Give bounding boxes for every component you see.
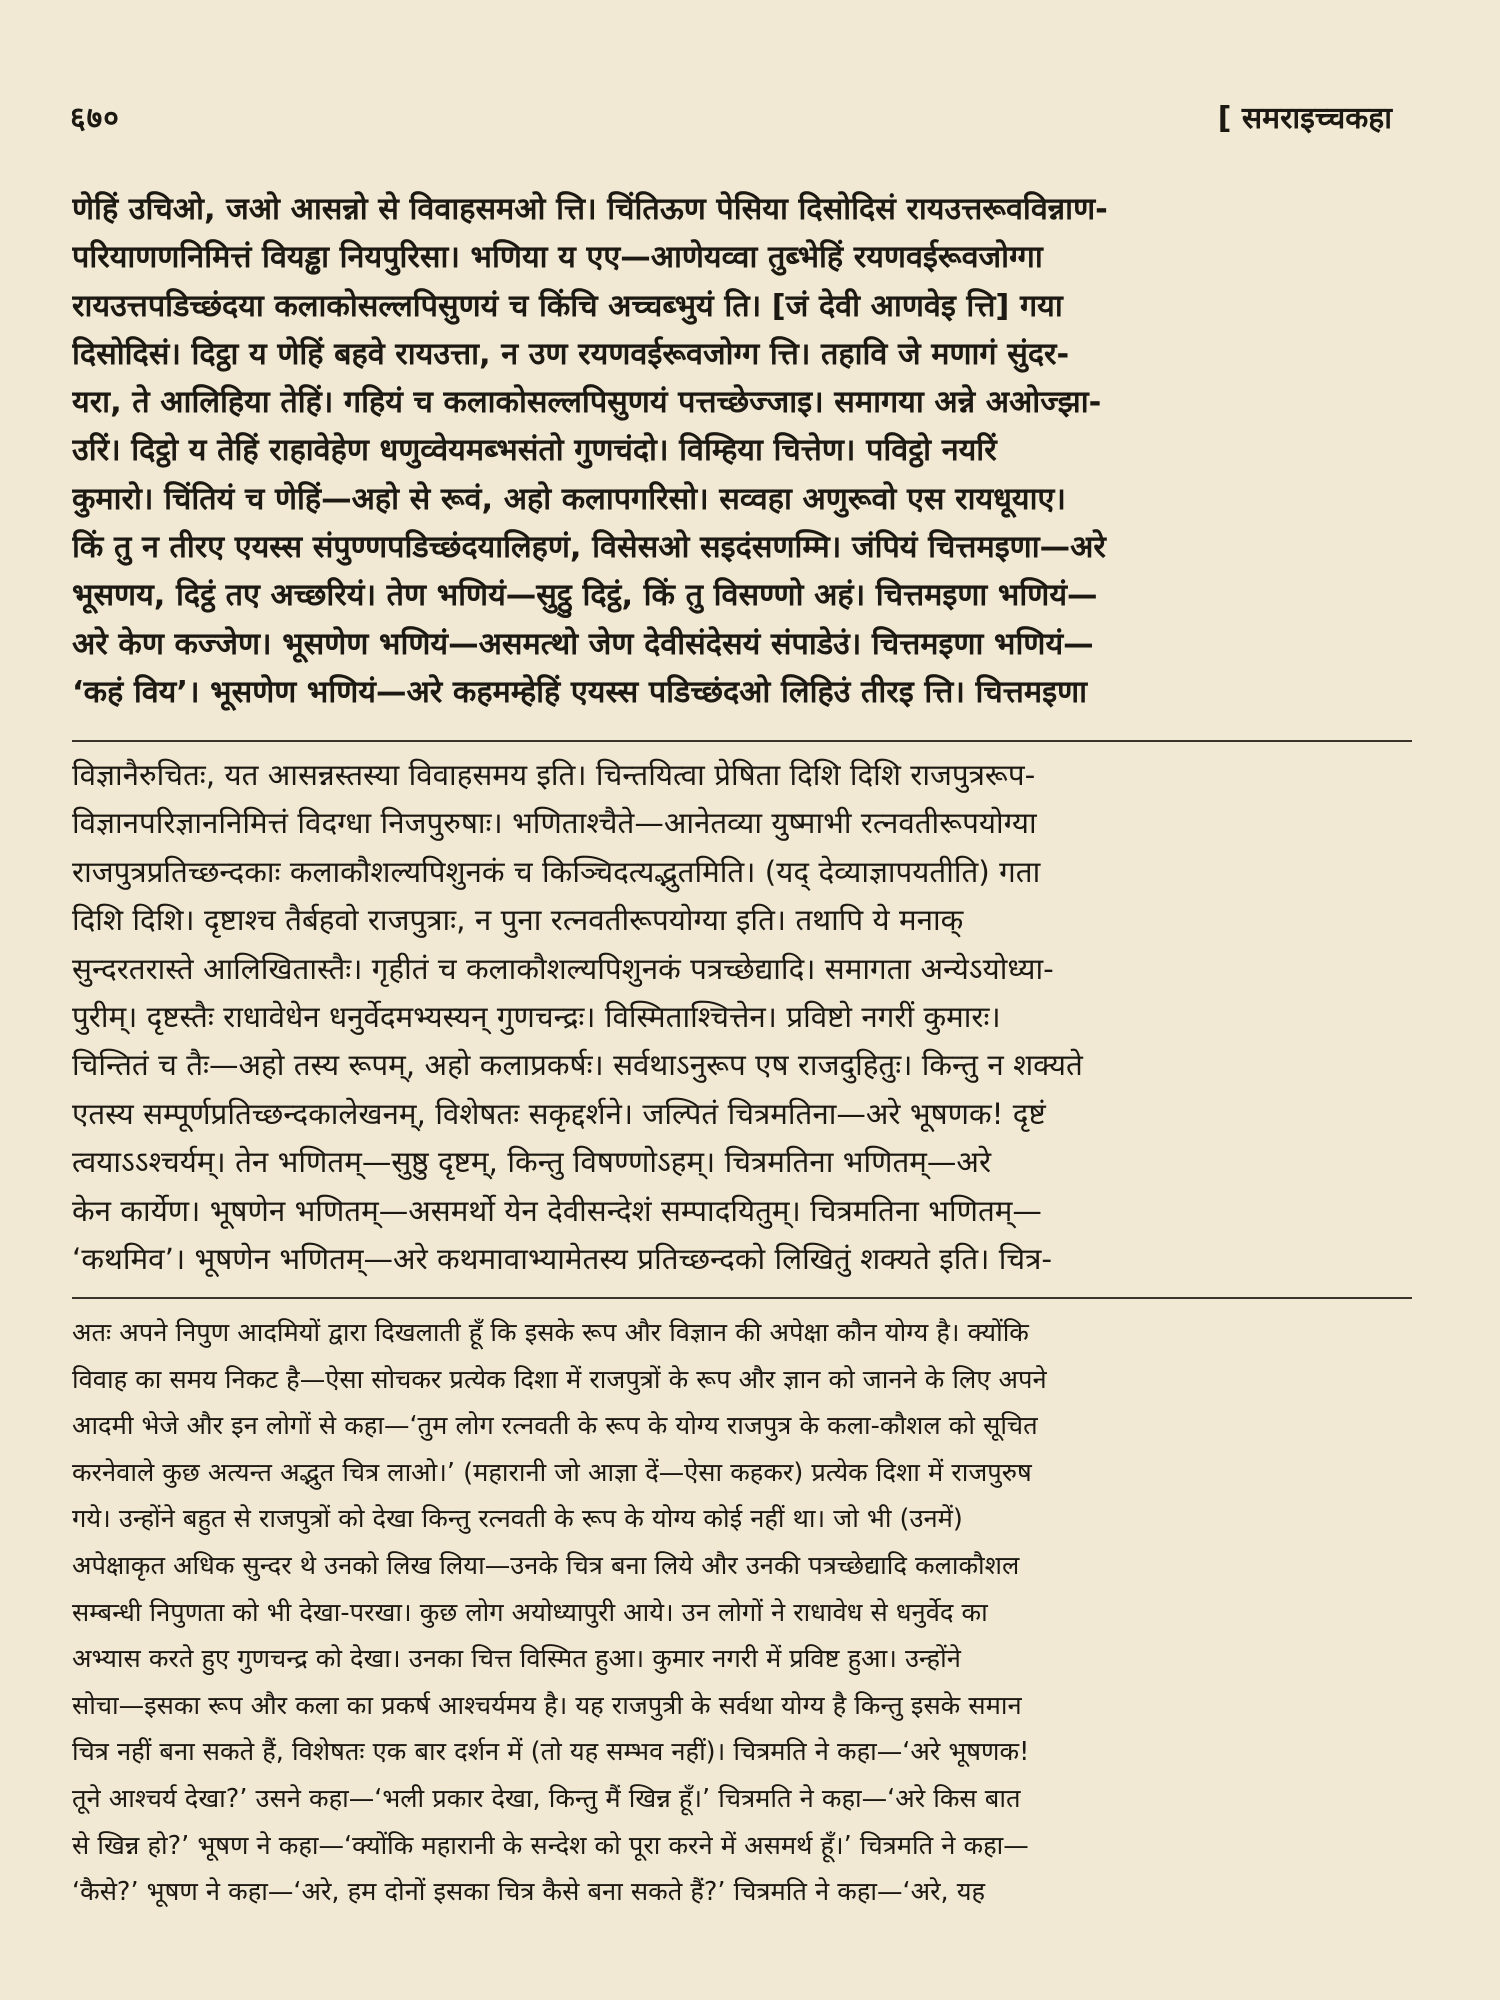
- sanskrit-line: विज्ञानैरुचितः, यत आसन्नस्तस्या विवाहसमय इति। चिन्तयित्वा प्रेषिता दिशि दिशि राजपुत्ररूप-: [72, 758, 1036, 792]
- prakrit-line: उरिं। दिट्ठो य तेहिं राहावेहेण धणुव्वेयमब्भसंतो गुणचंदो। विम्हिया चित्तेण। पविट्ठो नयरिं: [72, 433, 997, 469]
- page-number: ६७०: [70, 101, 120, 136]
- hindi-translation-block: [72, 1310, 1412, 1916]
- hindi-line: तूने आश्चर्य देखा?’ उसने कहा—‘भली प्रकार देखा, किन्तु मैं खिन्न हूँ।’ चित्रमति ने कहा—‘अरे किस बात: [72, 1783, 1021, 1814]
- hindi-line: अभ्यास करते हुए गुणचन्द्र को देखा। उनका चित्त विस्मित हुआ। कुमार नगरी में प्रविष्ट हुआ। उन्होंने: [72, 1644, 961, 1675]
- hindi-line: करनेवाले कुछ अत्यन्त अद्भुत चित्र लाओ।’ (महारानी जो आज्ञा दें—ऐसा कहकर) प्रत्येक दिशा में राजपुरुष: [72, 1457, 1032, 1488]
- section-divider: [72, 1297, 1412, 1299]
- hindi-line: ‘कैसे?’ भूषण ने कहा—‘अरे, हम दोनों इसका चित्र कैसे बना सकते हैं?’ चित्रमति ने कहा—‘अरे, यह: [72, 1877, 986, 1908]
- prakrit-line: णेहिं उचिओ, जओ आसन्नो से विवाहसमओ त्ति। चिंतिऊण पेसिया दिसोदिसं रायउत्तरूवविन्नाण-: [72, 192, 1108, 227]
- prakrit-line: कुमारो। चिंतियं च णेहिं—अहो से रूवं, अहो कलापगरिसो। सव्वहा अणुरूवो एस रायधूयाए।: [72, 481, 1066, 517]
- sanskrit-line: केन कार्येण। भूषणेन भणितम्—असमर्थो येन देवीसन्देशं सम्पादयितुम्। चित्रमतिना भणितम्—: [72, 1193, 1042, 1228]
- sanskrit-line: राजपुत्रप्रतिच्छन्दकाः कलाकौशल्यपिशुनकं च किञ्चिदत्यद्भुतमिति। (यद् देव्याज्ञापयतीति) गता: [72, 854, 1041, 889]
- sanskrit-line: ‘कथमिव’। भूषणेन भणितम्—अरे कथमावाभ्यामेतस्य प्रतिच्छन्दको लिखितुं शक्यते इति। चित्र-: [72, 1241, 1053, 1276]
- prakrit-text-block: [72, 186, 1412, 717]
- sanskrit-line: चिन्तितं च तैः—अहो तस्य रूपम्, अहो कलाप्रकर्षः। सर्वथाऽनुरूप एष राजदुहितुः। किन्तु न शक्यते: [72, 1048, 1083, 1083]
- running-head: [ समराइच्चकहा: [1217, 101, 1392, 136]
- hindi-line: चित्र नहीं बना सकते हैं, विशेषतः एक बार दर्शन में (तो यह सम्भव नहीं)। चित्रमति ने कहा—‘अरे भूषणक!: [72, 1737, 1030, 1768]
- prakrit-line: अरे केण कज्जेण। भूसणेण भणियं—असमत्थो जेण देवीसंदेसयं संपाडेउं। चित्तमइणा भणियं—: [72, 626, 1094, 662]
- hindi-line: अतः अपने निपुण आदमियों द्वारा दिखलाती हूँ कि इसके रूप और विज्ञान की अपेक्षा कौन योग्य है। क्योंकि: [72, 1318, 1029, 1348]
- sanskrit-line: विज्ञानपरिज्ञाननिमित्तं विदग्धा निजपुरुषाः। भणिताश्चैते—आनेतव्या युष्माभी रत्नवतीरूपयोग्या: [72, 806, 1037, 841]
- hindi-line: आदमी भेजे और इन लोगों से कहा—‘तुम लोग रत्नवती के रूप के योग्य राजपुत्र के कला-कौशल को सूचित: [72, 1411, 1038, 1442]
- sanskrit-text-block: [72, 751, 1412, 1283]
- prakrit-line: ‘कहं विय’। भूसणेण भणियं—अरे कहमम्हेहिं एयस्स पडिच्छंदओ लिहिउं तीरइ त्ति। चित्तमइणा: [72, 674, 1088, 710]
- sanskrit-line: पुरीम्। दृष्टस्तैः राधावेधेन धनुर्वेदमभ्यस्यन् गुणचन्द्रः। विस्मिताश्चित्तेन। प्रविष्टो नगरीं कुमारः।: [72, 999, 1001, 1034]
- prakrit-line: किं तु न तीरए एयस्स संपुण्णपडिच्छंदयालिहणं, विसेसओ सइदंसणम्मि। जंपियं चित्तमइणा—अरे: [72, 530, 1106, 566]
- hindi-line: से खिन्न हो?’ भूषण ने कहा—‘क्योंकि महारानी के सन्देश को पूरा करने में असमर्थ हूँ।’ चित्रमति ने कहा—: [72, 1830, 1029, 1861]
- prakrit-line: भूसणय, दिट्ठं तए अच्छरियं। तेण भणियं—सुट्ठु दिट्ठं, किं तु विसण्णो अहं। चित्तमइणा भणियं—: [72, 578, 1098, 614]
- hindi-line: सम्बन्धी निपुणता को भी देखा-परखा। कुछ लोग अयोध्यापुरी आये। उन लोगों ने राधावेध से धनुर्वेद का: [72, 1597, 988, 1628]
- sanskrit-line: त्वयाऽऽश्चर्यम्। तेन भणितम्—सुष्ठु दृष्टम्, किन्तु विषण्णोऽहम्। चित्रमतिना भणितम्—अरे: [72, 1145, 992, 1180]
- sanskrit-line: सुन्दरतरास्ते आलिखितास्तैः। गृहीतं च कलाकौशल्यपिशुनकं पत्रच्छेद्यादि। समागता अन्येऽयोध्या-: [72, 951, 1054, 986]
- prakrit-line: परियाणणनिमित्तं वियड्ढा नियपुरिसा। भणिया य एए—आणेयव्वा तुब्भेहिं रयणवईरूवजोग्गा: [72, 240, 1043, 276]
- hindi-line: विवाह का समय निकट है—ऐसा सोचकर प्रत्येक दिशा में राजपुत्रों के रूप और ज्ञान को जानने के लिए अपने: [72, 1364, 1047, 1395]
- hindi-line: गये। उन्होंने बहुत से राजपुत्रों को देखा किन्तु रत्नवती के रूप के योग्य कोई नहीं था। जो भी (उनमें): [72, 1504, 963, 1535]
- prakrit-line: यरा, ते आलिहिया तेहिं। गहियं च कलाकोसल्लपिसुणयं पत्तच्छेज्जाइ। समागया अन्ने अओज्झा-: [72, 385, 1102, 421]
- prakrit-line: दिसोदिसं। दिट्ठा य णेहिं बहवे रायउत्ता, न उण रयणवईरूवजोग्ग त्ति। तहावि जे मणागं सुंदर-: [72, 336, 1070, 372]
- sanskrit-line: एतस्य सम्पूर्णप्रतिच्छन्दकालेखनम्, विशेषतः सकृद्दर्शने। जल्पितं चित्रमतिना—अरे भूषणक! दृष्टं: [72, 1096, 1046, 1131]
- sanskrit-line: दिशि दिशि। दृष्टाश्च तैर्बहवो राजपुत्राः, न पुना रत्नवतीरूपयोग्या इति। तथापि ये मनाक्: [72, 903, 964, 938]
- section-divider: [72, 740, 1412, 742]
- prakrit-line: रायउत्तपडिच्छंदया कलाकोसल्लपिसुणयं च किंचि अच्चब्भुयं ति। [जं देवी आणवेइ त्ति] गया: [72, 288, 1063, 324]
- hindi-line: अपेक्षाकृत अधिक सुन्दर थे उनको लिख लिया—उनके चित्र बना लिये और उनकी पत्रच्छेद्यादि कलाकौशल: [72, 1550, 1020, 1581]
- hindi-line: सोचा—इसका रूप और कला का प्रकर्ष आश्चर्यमय है। यह राजपुत्री के सर्वथा योग्य है किन्तु इसके समान: [72, 1690, 1022, 1721]
